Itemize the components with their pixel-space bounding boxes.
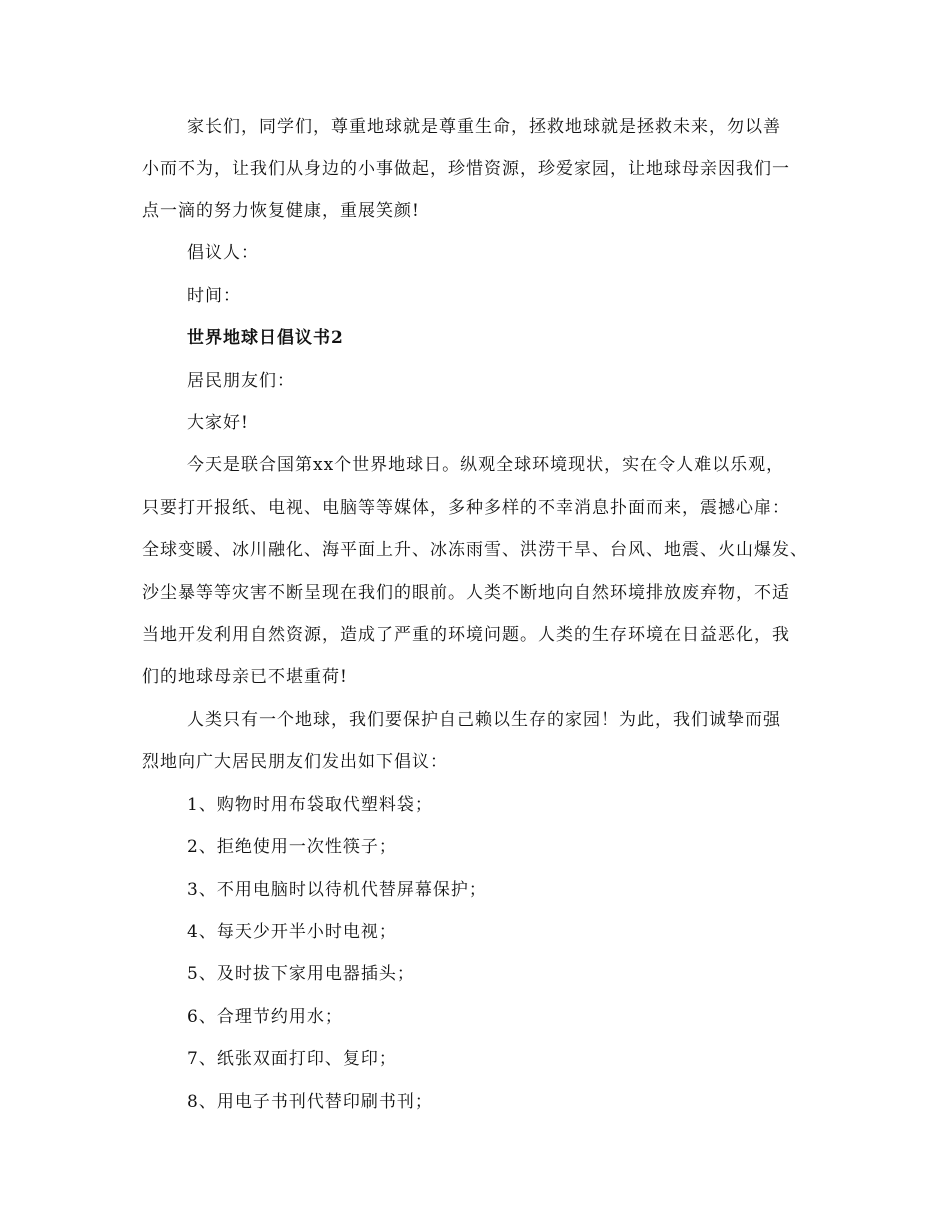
greeting-to: 居民朋友们： xyxy=(187,371,295,391)
para1-line-3: 点一滴的努力恢复健康，重展笑颜! xyxy=(142,201,420,221)
signer-label: 倡议人： xyxy=(187,243,259,263)
para2-line-4: 沙尘暴等等灾害不断呈现在我们的眼前。人类不断地向自然环境排放废弃物，不适 xyxy=(142,583,790,603)
list-item: 2、拒绝使用一次性筷子； xyxy=(187,837,397,857)
time-label: 时间： xyxy=(187,286,241,306)
para2-line-1: 今天是联合国第xx个世界地球日。纵观全球环境现状，实在令人难以乐观， xyxy=(187,455,785,475)
list-item: 7、纸张双面打印、复印； xyxy=(187,1049,397,1069)
greeting: 大家好! xyxy=(187,413,249,433)
para2-line-2: 只要打开报纸、电视、电脑等等媒体，多种多样的不幸消息扑面而来，震撼心扉： xyxy=(142,498,790,518)
para1-line-1: 家长们，同学们，尊重地球就是尊重生命，拯救地球就是拯救未来，勿以善 xyxy=(187,117,781,137)
list-item: 1、购物时用布袋取代塑料袋； xyxy=(187,795,433,815)
para2-line-6: 们的地球母亲已不堪重荷! xyxy=(142,667,348,687)
list-item: 6、合理节约用水； xyxy=(187,1007,343,1027)
list-item: 8、用电子书刊代替印刷书刊； xyxy=(187,1092,433,1112)
list-item: 4、每天少开半小时电视； xyxy=(187,922,397,942)
para1-line-2: 小而不为，让我们从身边的小事做起，珍惜资源，珍爱家园，让地球母亲因我们一 xyxy=(142,159,790,179)
list-item: 3、不用电脑时以待机代替屏幕保护； xyxy=(187,880,487,900)
para2-line-3: 全球变暖、冰川融化、海平面上升、冰冻雨雪、洪涝干旱、台风、地震、火山爆发、 xyxy=(142,540,808,560)
para2-line-5: 当地开发利用自然资源，造成了严重的环境问题。人类的生存环境在日益恶化，我 xyxy=(142,625,790,645)
para3-line-1: 人类只有一个地球，我们要保护自己赖以生存的家园！为此，我们诚挚而强 xyxy=(187,710,781,730)
section-heading: 世界地球日倡议书2 xyxy=(187,328,344,348)
list-item: 5、及时拔下家用电器插头； xyxy=(187,964,415,984)
para3-line-2: 烈地向广大居民朋友们发出如下倡议： xyxy=(142,752,448,772)
